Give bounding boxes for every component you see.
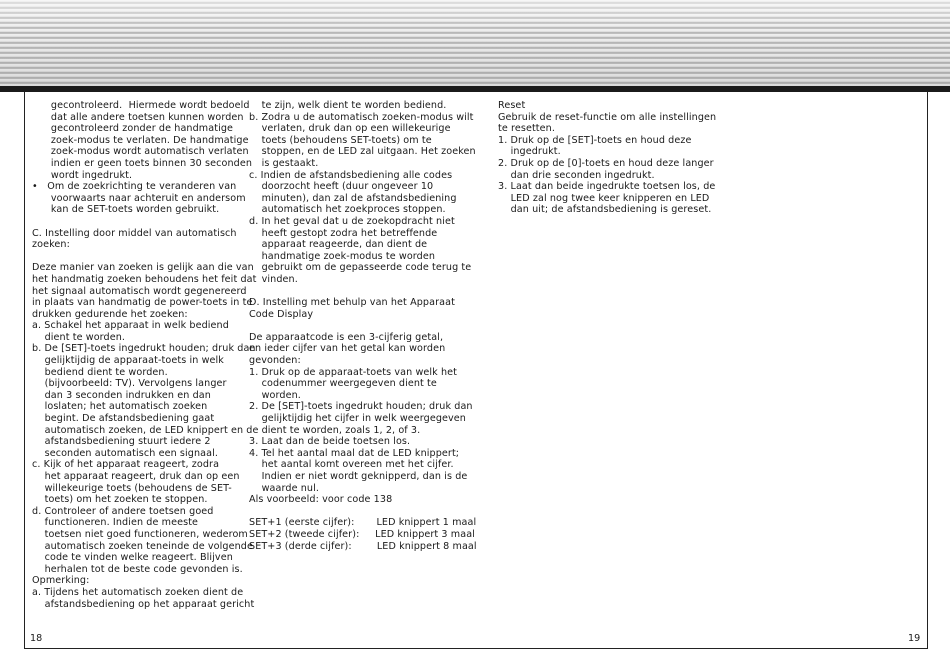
text-line <box>32 251 242 263</box>
text-line: het handmatig zoeken behoudens het feit dat <box>32 273 257 285</box>
page-number-left: 18 <box>30 633 43 644</box>
text-line: (bijvoorbeeld: TV). Vervolgens langer <box>32 378 227 390</box>
text-line: a. Schakel het apparaat in welk bediend <box>32 320 229 332</box>
text-line: Opmerking: <box>32 575 90 587</box>
text-line: codenummer weergegeven dient te <box>249 378 437 390</box>
text-line: handmatige zoek-modus te worden <box>249 250 436 262</box>
text-line: a. Tijdens het automatisch zoeken dient de <box>32 586 244 598</box>
text-line: seconden automatisch een signaal. <box>32 447 219 459</box>
text-line: kan de SET-toets worden gebruikt. <box>32 204 220 216</box>
text-line: dient te worden, zoals 1, 2, of 3. <box>249 424 421 436</box>
text-line: zoeken: <box>32 239 70 251</box>
text-column-left <box>32 100 259 610</box>
text-line: 4. Tel het aantal maal dat de LED knippert; <box>249 447 460 459</box>
text-line: te resetten. <box>498 123 556 135</box>
text-line: • Om de zoekrichting te veranderen van <box>32 181 237 193</box>
text-line: Reset <box>498 100 526 111</box>
text-line: is gestaakt. <box>249 157 319 169</box>
text-line: SET+1 (eerste cijfer): LED knippert 1 maal <box>249 517 477 529</box>
text-line: voorwaarts naar achteruit en andersom <box>32 192 246 204</box>
text-line: worden. <box>249 389 301 401</box>
text-line: het signaal automatisch wordt gegenereerd <box>32 285 247 297</box>
text-line: D. Instelling met behulp van het Apparaat <box>249 297 455 309</box>
text-line: De apparaatcode is een 3-cijferig getal, <box>249 331 444 343</box>
text-line: SET+3 (derde cijfer): LED knippert 8 maal <box>249 540 477 552</box>
page-number-right: 19 <box>908 633 921 644</box>
text-line: gecontroleerd. Hiermede wordt bedoeld <box>32 100 250 111</box>
text-line: toets) om het zoeken te stoppen. <box>32 494 208 506</box>
text-line: 2. De [SET]-toets ingedrukt houden; druk dan <box>249 401 473 413</box>
text-line: apparaat reageerde, dan dient de <box>249 239 428 251</box>
text-line: wordt ingedrukt. <box>32 169 133 181</box>
text-line: te zijn, welk dient te worden bediend. <box>249 100 447 111</box>
text-line: SET+2 (tweede cijfer): LED knippert 3 maal <box>249 528 475 540</box>
text-line: ingedrukt. <box>498 146 561 158</box>
text-line: gelijktijdig het cijfer in welk weergegeven <box>249 413 466 425</box>
text-line: dan uit; de afstandsbediening is gereset. <box>498 204 712 216</box>
text-line: d. In het geval dat u de zoekopdracht niet <box>249 215 455 227</box>
text-line: dan 3 seconden indrukken en dan <box>32 389 211 401</box>
text-line: afstandsbediening op het apparaat gericht <box>32 598 255 610</box>
text-line: indien er geen toets binnen 30 seconden <box>32 157 252 169</box>
text-line <box>249 506 471 518</box>
text-line: 1. Druk op de apparaat-toets van welk het <box>249 366 458 378</box>
text-line: het aantal komt overeen met het cijfer. <box>249 459 454 471</box>
text-line: Code Display <box>249 308 314 320</box>
text-line: automatisch zoeken, de LED knippert en de <box>32 424 259 436</box>
text-line: d. Controleer of andere toetsen goed <box>32 505 214 517</box>
text-line <box>249 320 471 332</box>
text-line: minuten), dan zal de afstandsbediening <box>249 192 457 204</box>
text-line: afstandsbediening stuurt iedere 2 <box>32 436 211 448</box>
text-column-right <box>498 100 718 216</box>
text-line: loslaten; het automatisch zoeken <box>32 401 208 413</box>
text-line: bediend dient te worden. <box>32 366 168 378</box>
text-line: het apparaat reageert, druk dan op een <box>32 471 240 482</box>
text-line: gecontroleerd zonder de handmatige <box>32 123 234 135</box>
text-line: zoek-modus te verlaten. De handmatige <box>32 134 249 146</box>
text-line: gevonden: <box>249 355 301 367</box>
text-line: automatisch het zoekproces stoppen. <box>249 204 446 216</box>
text-line: dan drie seconden ingedrukt. <box>498 169 655 181</box>
text-line: herhalen tot de beste code gevonden is. <box>32 563 243 575</box>
text-line: 1. Druk op de [SET]-toets en houd deze <box>498 134 692 146</box>
text-line: willekeurige toets (behoudens de SET- <box>32 482 232 494</box>
text-line: waarde nul. <box>249 482 319 494</box>
text-line: c. Indien de afstandsbediening alle codes <box>249 169 453 181</box>
text-line: in plaats van handmatig de power-toets in te <box>32 297 253 309</box>
text-line: Indien er niet wordt geknipperd, dan is de <box>249 471 468 482</box>
text-column-middle <box>249 100 477 552</box>
text-line: code te vinden welke reageert. Blijven <box>32 552 233 564</box>
text-line: LED zal nog twee keer knipperen en LED <box>498 192 710 204</box>
text-line: Gebruik de reset-functie om alle instellingen <box>498 111 717 123</box>
text-line: 2. Druk op de [0]-toets en houd deze langer <box>498 157 714 169</box>
text-line: en ieder cijfer van het getal kan worden <box>249 343 446 355</box>
text-line: stoppen, en de LED zal uitgaan. Het zoeken <box>249 146 476 158</box>
text-line: drukken gedurende het zoeken: <box>32 308 188 320</box>
text-line <box>249 286 471 298</box>
text-line: functioneren. Indien de meeste <box>32 517 199 529</box>
text-line: b. Zodra u de automatisch zoeken-modus wilt <box>249 111 474 123</box>
text-line: dient te worden. <box>32 331 126 343</box>
text-line: verlaten, druk dan op een willekeurige <box>249 123 451 135</box>
text-line: C. Instelling door middel van automatisch <box>32 227 237 239</box>
text-line: b. De [SET]-toets ingedrukt houden; druk dan <box>32 343 256 355</box>
text-line: doorzocht heeft (duur ongeveer 10 <box>249 181 434 193</box>
header-shading <box>0 0 950 86</box>
text-line: gebruikt om de gepasseerde code terug te <box>249 262 472 274</box>
text-line <box>32 216 242 228</box>
text-line: vinden. <box>249 273 298 285</box>
text-line: Deze manier van zoeken is gelijk aan die van <box>32 262 254 274</box>
text-line: toets (behoudens SET-toets) om te <box>249 134 432 146</box>
text-line: c. Kijk of het apparaat reageert, zodra <box>32 459 220 471</box>
text-line: heeft gestopt zodra het betreffende <box>249 227 438 239</box>
text-line: toetsen niet goed functioneren, wederom <box>32 528 248 540</box>
text-line: automatisch zoeken teneinde de volgende <box>32 540 253 552</box>
text-line: 3. Laat dan beide ingedrukte toetsen los, de <box>498 181 716 193</box>
text-line: dat alle andere toetsen kunnen worden <box>32 111 244 123</box>
text-line: Als voorbeeld: voor code 138 <box>249 494 393 506</box>
text-line: zoek-modus wordt automatisch verlaten <box>32 146 249 158</box>
text-line: begint. De afstandsbediening gaat <box>32 413 215 425</box>
text-line: gelijktijdig de apparaat-toets in welk <box>32 355 224 367</box>
text-line: 3. Laat dan de beide toetsen los. <box>249 436 411 448</box>
